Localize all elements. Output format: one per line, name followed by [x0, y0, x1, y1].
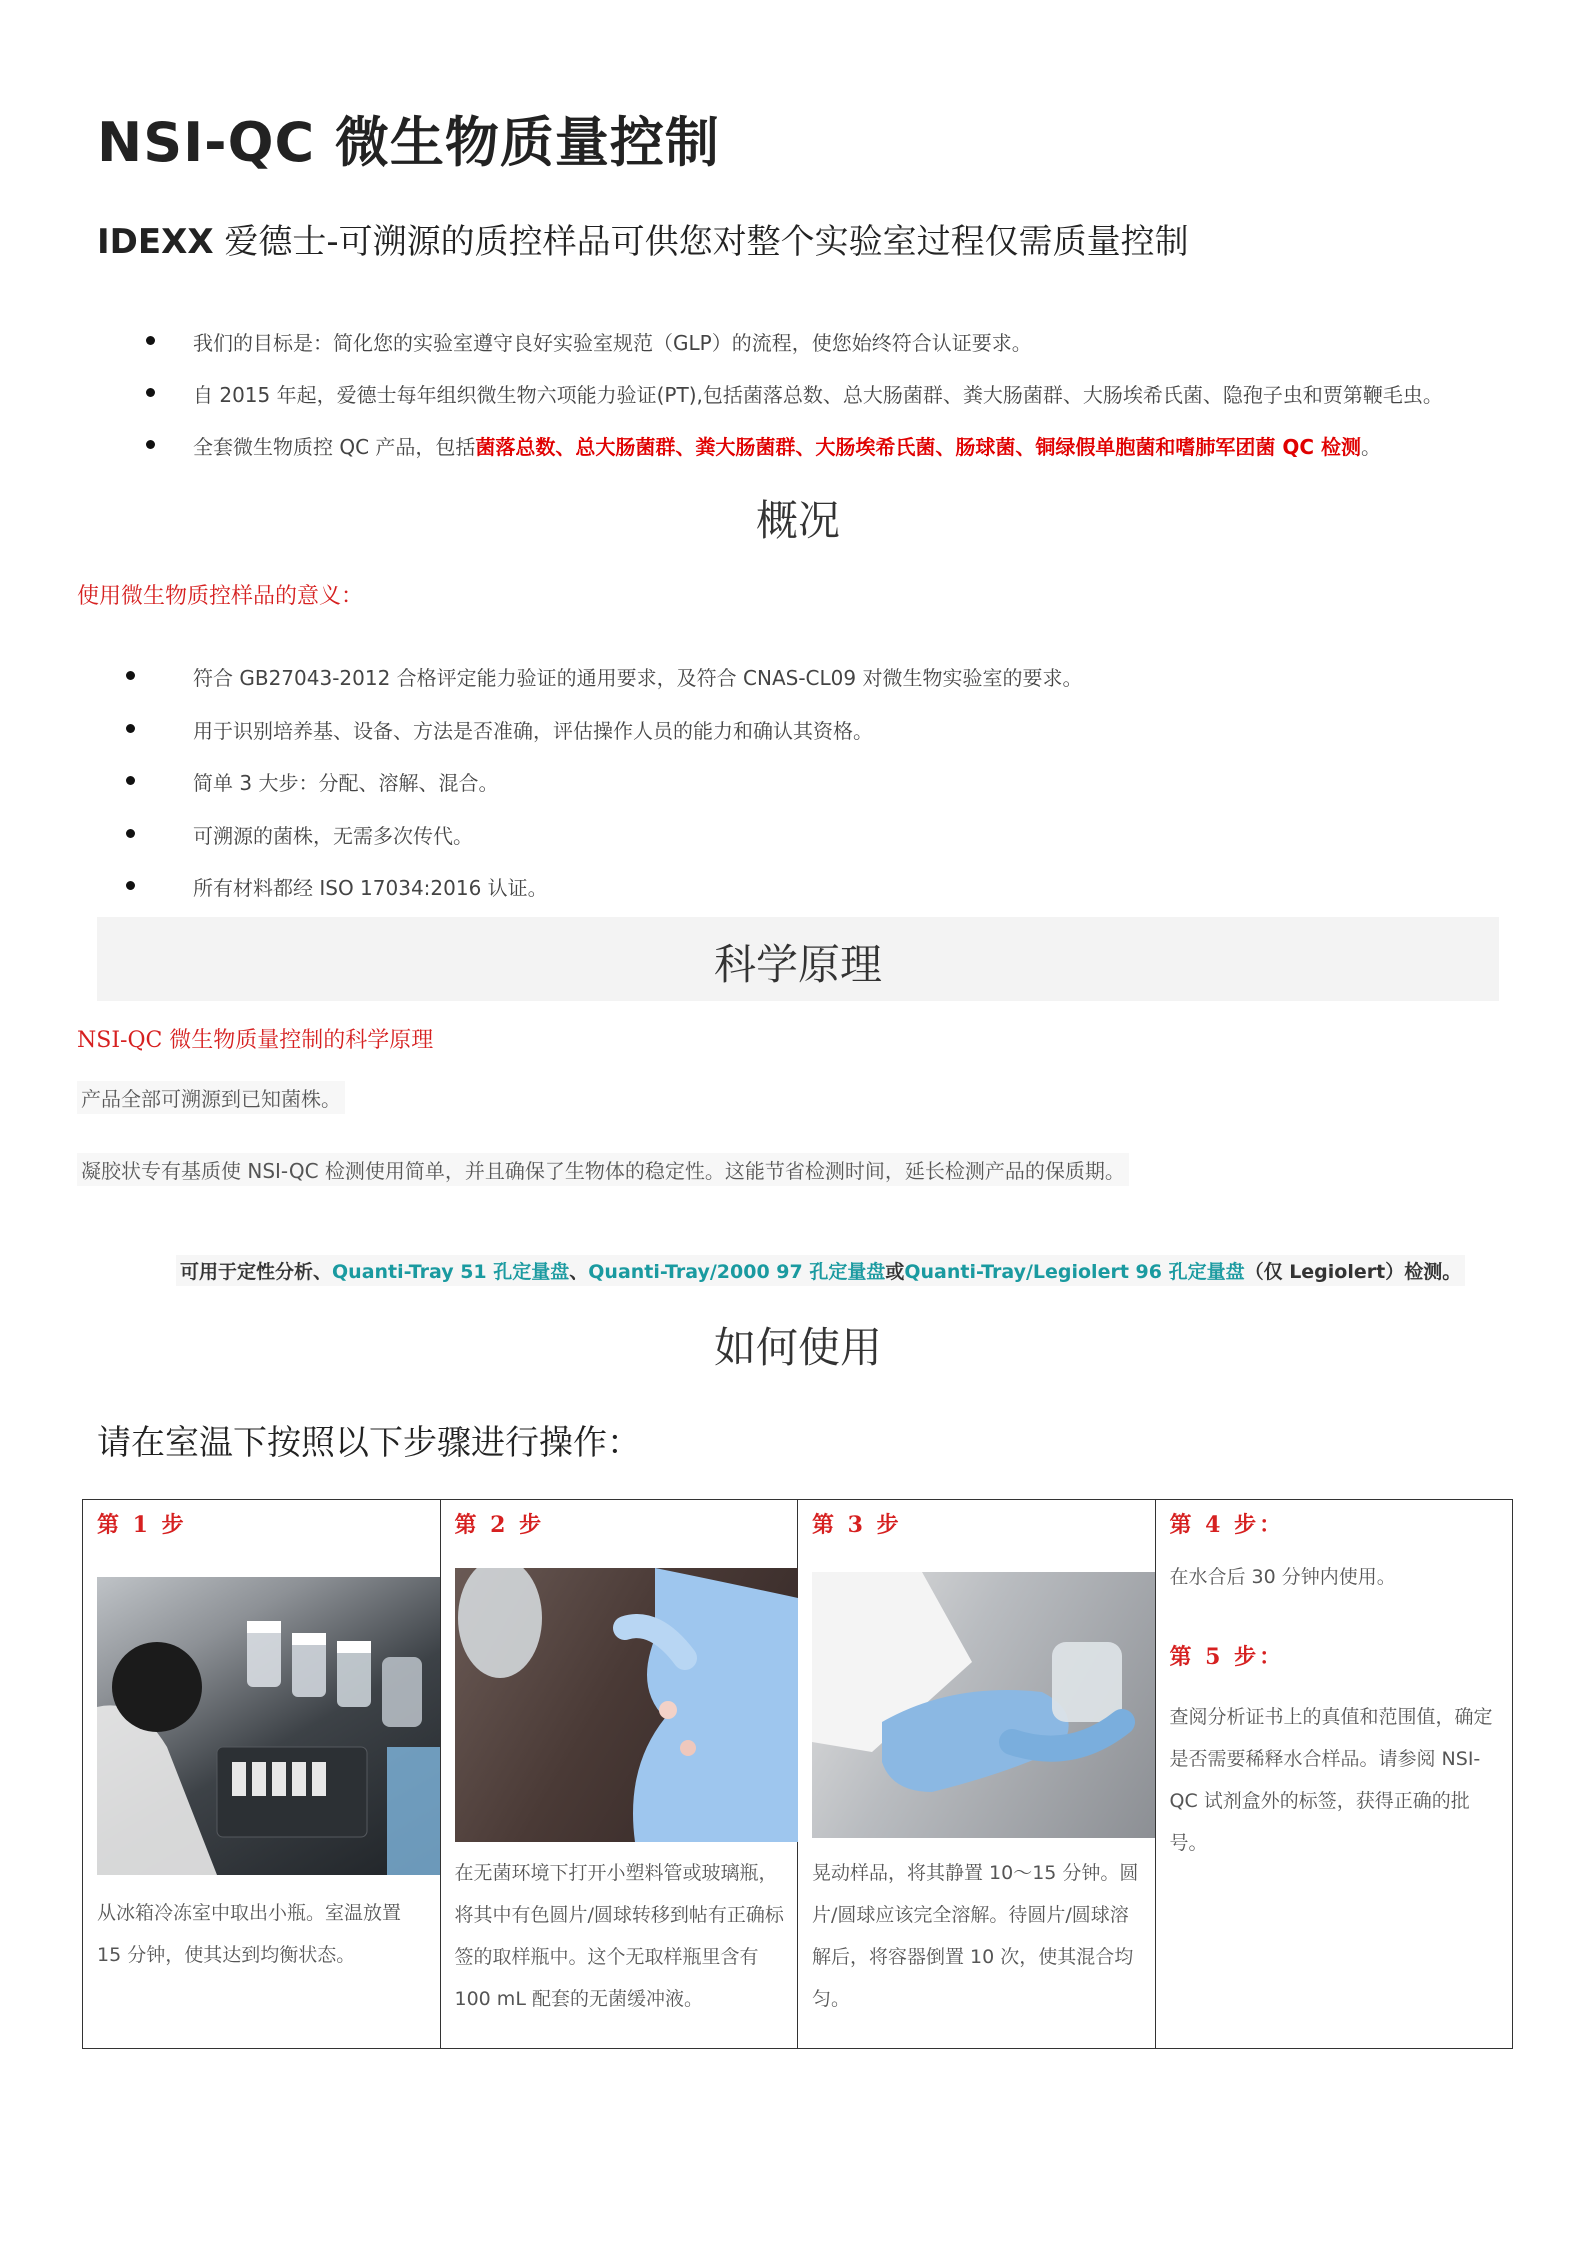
step-title: 第 1 步 [97, 1512, 187, 1538]
science-paragraph: 凝胶状专有基质使 NSI-QC 检测使用简单，并且确保了生物体的稳定性。这能节省检测时间，延长检测产品的保质期。 [77, 1153, 1129, 1186]
step-text: 在无菌环境下打开小塑料管或玻璃瓶，将其中有色圆片/圆球转移到帖有正确标签的取样瓶中。这个无取样瓶里含有 100 mL 配套的无菌缓冲液。 [454, 1862, 784, 2010]
step-title: 第 4 步： [1169, 1512, 1285, 1538]
step-cell-1 [83, 1500, 441, 2048]
overview-bullet-list [193, 662, 1082, 925]
subtitle-text: 爱德士-可溯源的质控样品可供您对整个实验室过程仅需质量控制 [213, 222, 1189, 262]
steps-table [82, 1499, 1513, 2049]
intro-bullet-list [193, 327, 1443, 483]
gloved-hand-disc-photo [455, 1568, 798, 1842]
overview-bullet: 符合 GB27043-2012 合格评定能力验证的通用要求，及符合 CNAS-CL09 对微生物实验室的要求。 [193, 662, 1082, 715]
overview-heading: 概况 [755, 496, 840, 545]
overview-bullet: 简单 3 大步：分配、溶解、混合。 [193, 767, 1082, 820]
note-text: 、 [569, 1261, 589, 1283]
howto-heading: 如何使用 [713, 1323, 882, 1372]
step-cell-3 [798, 1500, 1156, 2048]
step-title: 第 3 步 [812, 1512, 902, 1538]
shaking-sample-photo [812, 1572, 1155, 1838]
overview-bullet: 可溯源的菌株，无需多次传代。 [193, 820, 1082, 873]
intro-bullet: 我们的目标是：简化您的实验室遵守良好实验室规范（GLP）的流程，使您始终符合认证要求。 [193, 327, 1443, 379]
science-heading: 科学原理 [713, 940, 882, 989]
note-text: （仅 Legiolert）检测。 [1244, 1261, 1462, 1283]
note-text: 或 [885, 1261, 905, 1283]
tray-2000-link: Quanti-Tray/2000 97 孔定量盘 [588, 1261, 886, 1283]
step-text: 在水合后 30 分钟内使用。 [1169, 1566, 1396, 1588]
applicable-trays-note [176, 1255, 1465, 1286]
step-cell-4-5 [1156, 1500, 1513, 2048]
intro-bullet-highlight: 菌落总数、总大肠菌群、粪大肠菌群、大肠埃希氏菌、肠球菌、铜绿假单胞菌和嗜肺军团菌 QC 检测 [475, 435, 1362, 459]
howto-instruction: 请在室温下按照以下步骤进行操作： [97, 1423, 641, 1463]
overview-subheading: 使用微生物质控样品的意义： [77, 584, 364, 609]
step-title: 第 2 步 [454, 1512, 545, 1538]
science-paragraph: 产品全部可溯源到已知菌株。 [77, 1081, 345, 1114]
science-subheading: NSI-QC 微生物质量控制的科学原理 [77, 1028, 434, 1053]
step-cell-2 [441, 1500, 799, 2048]
step-text: 查阅分析证书上的真值和范围值，确定是否需要稀释水合样品。请参阅 NSI-QC 试剂盒外的标签，获得正确的批号。 [1169, 1706, 1493, 1854]
intro-bullet-prefix: 全套微生物质控 QC 产品，包括 [193, 435, 476, 459]
intro-bullet: 自 2015 年起，爱德士每年组织微生物六项能力验证(PT),包括菌落总数、总大肠菌群、粪大肠菌群、大肠埃希氏菌、隐孢子虫和贾第鞭毛虫。 [193, 379, 1443, 431]
intro-bullet-suffix: 。 [1361, 435, 1382, 459]
page-subtitle [97, 214, 1189, 263]
brand-name: IDEXX [97, 222, 214, 262]
step-title: 第 5 步： [1169, 1644, 1285, 1670]
step-text: 晃动样品，将其静置 10～15 分钟。圆片/圆球应该完全溶解。待圆片/圆球溶解后，将容器倒置 10 次，使其混合均匀。 [812, 1862, 1139, 2010]
overview-bullet: 用于识别培养基、设备、方法是否准确，评估操作人员的能力和确认其资格。 [193, 715, 1082, 768]
tray-legiolert-link: Quanti-Tray/Legiolert 96 孔定量盘 [904, 1261, 1245, 1283]
note-text: 可用于定性分析、 [180, 1261, 333, 1283]
step-text: 从冰箱冷冻室中取出小瓶。室温放置 15 分钟，使其达到均衡状态。 [97, 1902, 402, 1966]
lab-vials-photo [97, 1577, 440, 1875]
intro-bullet [193, 431, 1443, 483]
page-title: NSI-QC 微生物质量控制 [97, 111, 720, 174]
tray-51-link: Quanti-Tray 51 孔定量盘 [332, 1261, 570, 1283]
overview-bullet: 所有材料都经 ISO 17034:2016 认证。 [193, 872, 1082, 925]
